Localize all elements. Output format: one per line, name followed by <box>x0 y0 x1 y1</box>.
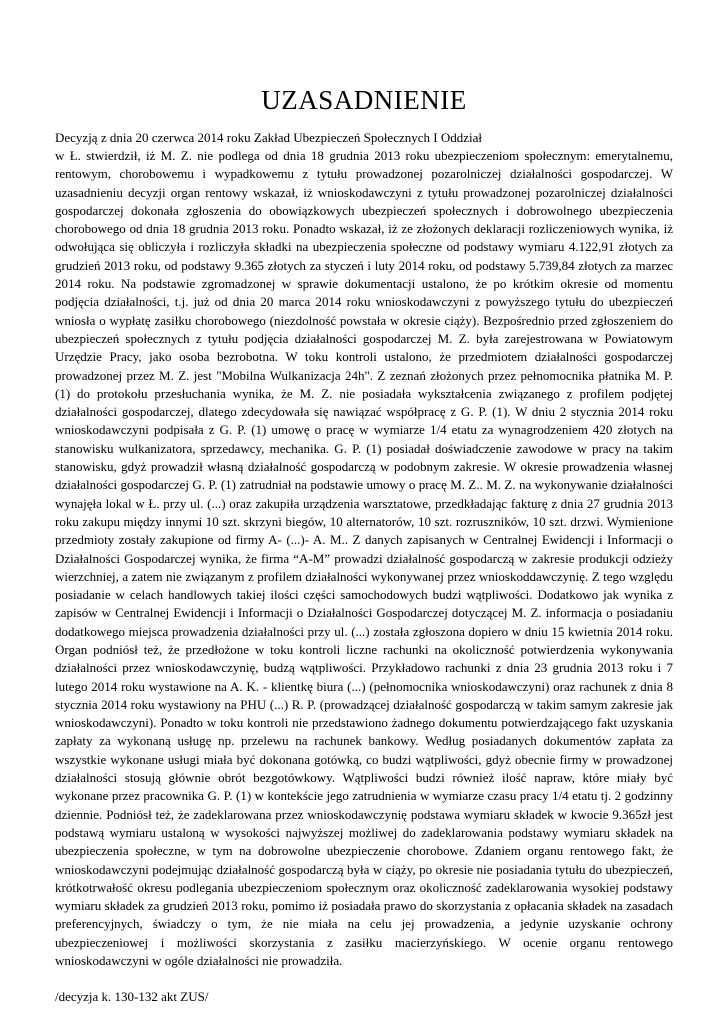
page-title: UZASADNIENIE <box>261 85 467 115</box>
reference-note: /decyzja k. 130-132 akt ZUS/ <box>55 989 209 1005</box>
paragraph-justification-body: w Ł. stwierdził, iż M. Z. nie podlega od dnia 18 grudnia 2013 roku ubezpieczeniom społecznym: emerytalnemu, rentowym, chorobowemu i wypadkowemu z tytułu prowadzonej pozarolniczej działalności gospodarczej. W uzasadnieniu decyzji organ rentowy wskazał, iż wnioskodawczyni z tytułu prowadzonej pozarolniczej działalności gospodarczej dokonała zgłoszenia do obowiązkowych ubezpieczeń społecznych i dobrowolnego ubezpieczenia chorobowego od dnia 18 grudnia 2013 roku. Ponadto wskazał, iż ze złożonych deklaracji rozliczeniowych wynika, iż odwołująca się obliczyła i rozliczyła składki na ubezpieczenia społeczne od podstawy wymiaru 4.122,91 złotych za grudzień 2013 roku, od podstawy 9.365 złotych za styczeń i luty 2014 roku, od podstawy 5.739,84 złotych za marzec 2014 roku. Na podstawie zgromadzonej w sprawie dokumentacji ustalono, że po krótkim okresie od momentu podjęcia działalności, t.j. już od dnia 20 marca 2014 roku wnioskodawczyni z powyższego tytułu do ubezpieczeń wniosła o wypłatę zasiłku chorobowego (niezdolność powstała w okresie ciąży). Bezpośrednio przed zgłoszeniem do ubezpieczeń społecznych z tytułu podjęcia działalności gospodarczej M. Z. była zarejestrowana w Powiatowym Urzędzie Pracy, jako osoba bezrobotna. W toku kontroli ustalono, że przedmiotem działalności gospodarczej prowadzonej przez M. Z. jest "Mobilna Wulkanizacja 24h". Z zeznań złożonych przez pełnomocnika płatnika M. P. (1) do protokołu przesłuchania wynika, że M. Z. nie posiadała wykształcenia związanego z profilem podjętej działalności gospodarczej, dlatego zdecydowała się nawiązać współpracę z G. P. (1). W dniu 2 stycznia 2014 roku wnioskodawczyni podpisała z G. P. (1) umowę o pracę w wymiarze 1/4 etatu za wynagrodzeniem 420 złotych na stanowisku wulkanizatora, sprzedawcy, mechanika. G. P. (1) posiadał doświadczenie zawodowe w pracy na takim stanowisku, gdyż prowadził własną działalność gospodarczą w podobnym zakresie. W okresie prowadzenia własnej działalności gospodarczej G. P. (1) zatrudniał na podstawie umowy o pracę M. Z.. M. Z. na wykonywanie działalności wynajęła lokal w Ł. przy ul. (...) oraz zakupiła urządzenia warsztatowe, przedkładając fakturę z dnia 27 grudnia 2013 roku zakupu między innymi 10 szt. skrzyni biegów, 10 alternatorów, 10 szt. rozruszników, 10 szt. drzwi. Wymienione przedmioty zostały zakupione od firmy A- (...)- A. M.. Z danych zapisanych w Centralnej Ewidencji i Informacji o Działalności Gospodarczej wynika, że firma “A-M” prowadzi działalność gospodarczą w zakresie produkcji odzieży wierzchniej, a zatem nie związanym z profilem działalności wykonywanej przez wnioskoddawczynię. Z tego względu posiadanie w celach handlowych takiej ilości części samochodowych budzi wątpliwości. Dodatkowo jak wynika z zapisów w Centralnej Ewidencji i Informacji o Działalności Gospodarczej dotyczącej M. Z. informacja o posiadaniu dodatkowego miejsca prowadzenia działalności przy ul. (...) została zgłoszona dopiero w dniu 15 kwietnia 2014 roku. Organ podniósł też, że przedłożone w toku kontroli liczne rachunki na okoliczność potwierdzenia wykonywania działalności przez wnioskodawczynię, budzą wątpliwości. Przykładowo rachunki z dnia 23 grudnia 2013 roku i 7 lutego 2014 roku wystawione na A. K. - klientkę biura (...) (pełnomocnika wnioskodawczyni) oraz rachunek z dnia 8 stycznia 2014 roku wystawiony na PHU (...) R. P. (prowadzącej działalność gospodarczą w takim samym zakresie jak wnioskodawczyni). Ponadto w toku kontroli nie przedstawiono żadnego dokumentu potwierdzającego fakt uzyskania zapłaty za wykonaną usługę np. przelewu na rachunek bankowy. Według posiadanych dokumentów zapłata za wszystkie wykonane usługi miała być dokonana gotówką, co budzi wątpliwości, gdyż obecnie firmy w prowadzonej działalności stosują głównie obrót bezgotówkowy. Wątpliwości budzi również ilość napraw, które miały być wykonane przez pracownika G. P. (1) w kontekście jego zatrudnienia w wymiarze czasu pracy 1/4 etatu tj. 2 godzinny dziennie. Podniósł też, że zadeklarowana przez wnioskodawczynię podstawa wymiaru składek w kwocie 9.365zł jest podstawą wymiaru ustaloną w wysokości najwyższej możliwej do zadeklarowania podstawy wymiaru składek na ubezpieczenia społeczne, w tym na dobrowolne ubezpieczenie chorobowe. Zdaniem organu rentowego fakt, że wnioskodawczyni podejmując działalność gospodarczą była w ciąży, po okresie nie posiadania tytułu do ubezpieczeń, krótkotrwałość okresu podlegania ubezpieczeniom społecznym oraz okoliczność zadeklarowania wysokiej podstawy wymiaru składek za grudzień 2013 roku, pomimo iż posiadała prawo do skorzystania z opłacania składek na zasadach preferencyjnych, świadczy o tym, że nie miała na celu jej prowadzenia, a jedynie uzyskanie ochrony ubezpieczeniowej i możliwości skorzystania z zasiłku macierzyńskiego. W ocenie organu rentowego wnioskodawczyni w ogóle działalności nie prowadziła. <box>55 147 673 969</box>
paragraph-intro-line: Decyzją z dnia 20 czerwca 2014 roku Zakład Ubezpieczeń Społecznych I Oddział <box>55 129 482 145</box>
